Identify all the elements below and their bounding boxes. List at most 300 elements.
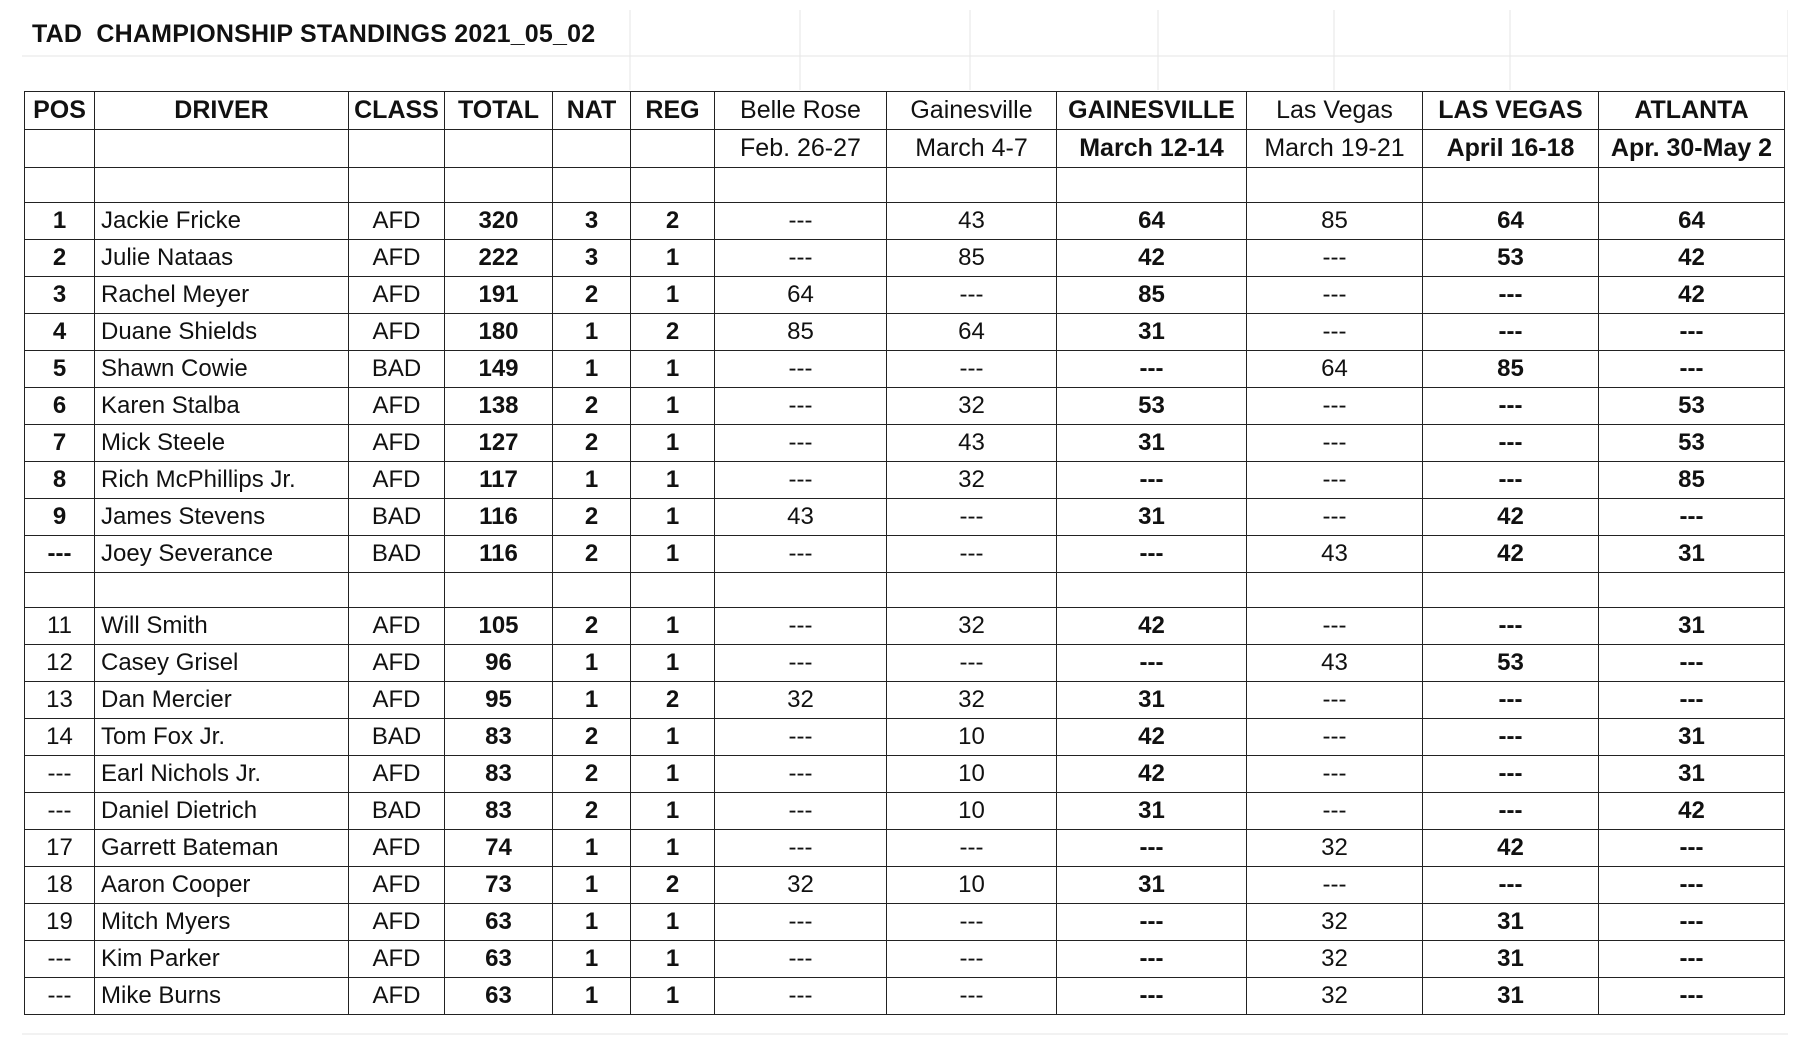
cell-points-event-5: 64 — [1423, 203, 1599, 240]
cell-points-event-1: --- — [715, 425, 887, 462]
cell-reg: 1 — [631, 793, 715, 830]
header-date-5: April 16-18 — [1423, 130, 1599, 168]
cell-points-event-3: --- — [1057, 830, 1247, 867]
cell-driver: Mitch Myers — [95, 904, 349, 941]
cell-reg: 1 — [631, 388, 715, 425]
blank-cell — [631, 168, 715, 203]
cell-pos: 18 — [25, 867, 95, 904]
blank-cell — [715, 168, 887, 203]
cell-points-event-2: 64 — [887, 314, 1057, 351]
cell-pos: --- — [25, 793, 95, 830]
table-row — [25, 682, 1785, 719]
cell-total: 320 — [445, 203, 553, 240]
cell-class: AFD — [349, 608, 445, 645]
cell-points-event-1: 32 — [715, 867, 887, 904]
cell-nat: 1 — [553, 830, 631, 867]
cell-points-event-2: --- — [887, 536, 1057, 573]
cell-driver: Casey Grisel — [95, 645, 349, 682]
cell-total: 73 — [445, 867, 553, 904]
cell-points-event-2: 32 — [887, 682, 1057, 719]
cell-class: AFD — [349, 756, 445, 793]
cell-points-event-3: 31 — [1057, 314, 1247, 351]
table-row — [25, 388, 1785, 425]
cell-points-event-1: --- — [715, 351, 887, 388]
header-date-2: March 4-7 — [887, 130, 1057, 168]
cell-class: AFD — [349, 277, 445, 314]
header-event-3: GAINESVILLE — [1057, 92, 1247, 130]
cell-pos: 11 — [25, 608, 95, 645]
cell-points-event-4: 32 — [1247, 978, 1423, 1015]
cell-reg: 1 — [631, 536, 715, 573]
cell-pos: 4 — [25, 314, 95, 351]
cell-pos: 9 — [25, 499, 95, 536]
cell-points-event-4: --- — [1247, 608, 1423, 645]
cell-driver: Mike Burns — [95, 978, 349, 1015]
cell-points-event-3: --- — [1057, 462, 1247, 499]
spacer-row — [25, 168, 1785, 203]
cell-points-event-3: 42 — [1057, 719, 1247, 756]
header-row-dates — [25, 130, 1785, 168]
cell-driver: Tom Fox Jr. — [95, 719, 349, 756]
cell-nat: 1 — [553, 682, 631, 719]
cell-total: 83 — [445, 793, 553, 830]
cell-points-event-1: 32 — [715, 682, 887, 719]
cell-points-event-4: --- — [1247, 867, 1423, 904]
cell-pos: --- — [25, 756, 95, 793]
cell-class: AFD — [349, 314, 445, 351]
blank-cell — [553, 573, 631, 608]
table-row — [25, 314, 1785, 351]
cell-points-event-2: 10 — [887, 756, 1057, 793]
cell-points-event-4: 64 — [1247, 351, 1423, 388]
cell-reg: 1 — [631, 608, 715, 645]
cell-points-event-3: 64 — [1057, 203, 1247, 240]
cell-points-event-4: 32 — [1247, 830, 1423, 867]
cell-points-event-2: --- — [887, 941, 1057, 978]
cell-nat: 2 — [553, 608, 631, 645]
cell-points-event-6: --- — [1599, 830, 1785, 867]
cell-class: BAD — [349, 719, 445, 756]
cell-points-event-3: --- — [1057, 351, 1247, 388]
header-event-4: Las Vegas — [1247, 92, 1423, 130]
blank-cell — [1423, 573, 1599, 608]
cell-reg: 1 — [631, 941, 715, 978]
cell-points-event-4: --- — [1247, 682, 1423, 719]
blank-cell — [349, 168, 445, 203]
cell-total: 83 — [445, 756, 553, 793]
blank-cell — [1599, 573, 1785, 608]
cell-points-event-5: --- — [1423, 388, 1599, 425]
cell-points-event-3: 42 — [1057, 756, 1247, 793]
header-date-1: Feb. 26-27 — [715, 130, 887, 168]
cell-points-event-3: 53 — [1057, 388, 1247, 425]
header-nat: NAT — [553, 92, 631, 130]
cell-points-event-3: --- — [1057, 904, 1247, 941]
cell-reg: 1 — [631, 756, 715, 793]
cell-points-event-5: --- — [1423, 756, 1599, 793]
cell-reg: 1 — [631, 904, 715, 941]
cell-points-event-1: --- — [715, 719, 887, 756]
cell-points-event-6: 85 — [1599, 462, 1785, 499]
cell-points-event-6: --- — [1599, 645, 1785, 682]
cell-reg: 1 — [631, 719, 715, 756]
cell-points-event-2: 32 — [887, 608, 1057, 645]
cell-points-event-5: --- — [1423, 719, 1599, 756]
cell-points-event-6: 31 — [1599, 756, 1785, 793]
table-row — [25, 719, 1785, 756]
cell-points-event-3: 31 — [1057, 499, 1247, 536]
cell-points-event-3: --- — [1057, 941, 1247, 978]
cell-nat: 2 — [553, 277, 631, 314]
cell-total: 116 — [445, 536, 553, 573]
cell-points-event-6: 31 — [1599, 719, 1785, 756]
cell-total: 116 — [445, 499, 553, 536]
cell-driver: Dan Mercier — [95, 682, 349, 719]
cell-points-event-1: --- — [715, 756, 887, 793]
cell-class: AFD — [349, 240, 445, 277]
table-row — [25, 830, 1785, 867]
cell-points-event-1: 85 — [715, 314, 887, 351]
cell-points-event-6: 31 — [1599, 536, 1785, 573]
cell-pos: 2 — [25, 240, 95, 277]
cell-points-event-6: --- — [1599, 904, 1785, 941]
header-pos: POS — [25, 92, 95, 130]
cell-total: 95 — [445, 682, 553, 719]
cell-pos: 8 — [25, 462, 95, 499]
cell-pos: 13 — [25, 682, 95, 719]
cell-points-event-3: 31 — [1057, 867, 1247, 904]
cell-points-event-2: --- — [887, 978, 1057, 1015]
cell-pos: 19 — [25, 904, 95, 941]
cell-points-event-1: --- — [715, 904, 887, 941]
cell-points-event-2: 85 — [887, 240, 1057, 277]
cell-points-event-5: 42 — [1423, 536, 1599, 573]
header-date-3: March 12-14 — [1057, 130, 1247, 168]
cell-total: 74 — [445, 830, 553, 867]
cell-points-event-6: 31 — [1599, 608, 1785, 645]
header-blank-cell — [349, 130, 445, 168]
header-blank-cell — [553, 130, 631, 168]
cell-class: AFD — [349, 867, 445, 904]
table-row — [25, 240, 1785, 277]
cell-points-event-6: 53 — [1599, 425, 1785, 462]
cell-nat: 1 — [553, 351, 631, 388]
cell-points-event-4: 32 — [1247, 904, 1423, 941]
cell-points-event-4: --- — [1247, 719, 1423, 756]
cell-reg: 1 — [631, 499, 715, 536]
cell-class: AFD — [349, 462, 445, 499]
cell-driver: Garrett Bateman — [95, 830, 349, 867]
cell-nat: 2 — [553, 536, 631, 573]
cell-points-event-4: --- — [1247, 756, 1423, 793]
table-row — [25, 499, 1785, 536]
cell-points-event-5: --- — [1423, 314, 1599, 351]
cell-points-event-6: --- — [1599, 867, 1785, 904]
cell-driver: Rachel Meyer — [95, 277, 349, 314]
cell-nat: 2 — [553, 388, 631, 425]
header-date-4: March 19-21 — [1247, 130, 1423, 168]
cell-driver: Duane Shields — [95, 314, 349, 351]
cell-points-event-2: --- — [887, 499, 1057, 536]
cell-points-event-2: 43 — [887, 425, 1057, 462]
cell-pos: 7 — [25, 425, 95, 462]
cell-points-event-1: --- — [715, 941, 887, 978]
blank-cell — [95, 573, 349, 608]
cell-class: AFD — [349, 645, 445, 682]
cell-points-event-5: 85 — [1423, 351, 1599, 388]
cell-pos: 6 — [25, 388, 95, 425]
table-row — [25, 462, 1785, 499]
cell-points-event-5: --- — [1423, 462, 1599, 499]
table-row — [25, 608, 1785, 645]
cell-driver: Karen Stalba — [95, 388, 349, 425]
cell-total: 117 — [445, 462, 553, 499]
cell-reg: 1 — [631, 830, 715, 867]
cell-reg: 1 — [631, 978, 715, 1015]
cell-points-event-6: --- — [1599, 978, 1785, 1015]
cell-points-event-3: 85 — [1057, 277, 1247, 314]
cell-nat: 2 — [553, 756, 631, 793]
cell-points-event-3: 31 — [1057, 425, 1247, 462]
header-date-6: Apr. 30-May 2 — [1599, 130, 1785, 168]
table-row — [25, 351, 1785, 388]
cell-pos: 14 — [25, 719, 95, 756]
cell-reg: 2 — [631, 682, 715, 719]
cell-total: 127 — [445, 425, 553, 462]
table-row — [25, 425, 1785, 462]
header-blank-cell — [95, 130, 349, 168]
cell-points-event-2: 32 — [887, 388, 1057, 425]
cell-total: 63 — [445, 941, 553, 978]
cell-points-event-2: --- — [887, 645, 1057, 682]
cell-class: AFD — [349, 425, 445, 462]
blank-cell — [445, 168, 553, 203]
cell-nat: 2 — [553, 793, 631, 830]
cell-reg: 2 — [631, 867, 715, 904]
cell-class: BAD — [349, 351, 445, 388]
cell-points-event-6: --- — [1599, 682, 1785, 719]
cell-points-event-2: --- — [887, 277, 1057, 314]
cell-points-event-4: --- — [1247, 388, 1423, 425]
blank-cell — [1247, 168, 1423, 203]
blank-cell — [95, 168, 349, 203]
cell-pos: 12 — [25, 645, 95, 682]
cell-pos: --- — [25, 941, 95, 978]
cell-nat: 1 — [553, 941, 631, 978]
cell-class: AFD — [349, 830, 445, 867]
cell-points-event-5: 42 — [1423, 499, 1599, 536]
cell-points-event-4: --- — [1247, 425, 1423, 462]
blank-cell — [1057, 168, 1247, 203]
cell-total: 222 — [445, 240, 553, 277]
cell-points-event-5: --- — [1423, 425, 1599, 462]
cell-driver: Mick Steele — [95, 425, 349, 462]
cell-points-event-6: 42 — [1599, 793, 1785, 830]
cell-driver: Daniel Dietrich — [95, 793, 349, 830]
cell-nat: 1 — [553, 978, 631, 1015]
blank-cell — [445, 573, 553, 608]
cell-pos: 3 — [25, 277, 95, 314]
cell-reg: 1 — [631, 277, 715, 314]
blank-cell — [887, 168, 1057, 203]
cell-points-event-5: --- — [1423, 793, 1599, 830]
standings-table — [24, 91, 1785, 1015]
cell-points-event-6: --- — [1599, 499, 1785, 536]
table-row — [25, 867, 1785, 904]
cell-pos: --- — [25, 978, 95, 1015]
cell-total: 63 — [445, 904, 553, 941]
cell-points-event-1: --- — [715, 388, 887, 425]
cell-total: 180 — [445, 314, 553, 351]
header-blank-cell — [25, 130, 95, 168]
cell-points-event-5: 42 — [1423, 830, 1599, 867]
header-reg: REG — [631, 92, 715, 130]
header-event-1: Belle Rose — [715, 92, 887, 130]
cell-points-event-2: --- — [887, 830, 1057, 867]
cell-total: 149 — [445, 351, 553, 388]
header-row-names — [25, 92, 1785, 130]
blank-cell — [1599, 168, 1785, 203]
cell-points-event-1: --- — [715, 978, 887, 1015]
cell-points-event-1: --- — [715, 240, 887, 277]
cell-points-event-6: 64 — [1599, 203, 1785, 240]
cell-points-event-1: --- — [715, 536, 887, 573]
page-title: TAD CHAMPIONSHIP STANDINGS 2021_05_02 — [32, 20, 596, 48]
cell-total: 63 — [445, 978, 553, 1015]
cell-points-event-4: 43 — [1247, 536, 1423, 573]
cell-class: BAD — [349, 793, 445, 830]
cell-nat: 2 — [553, 499, 631, 536]
blank-cell — [25, 573, 95, 608]
cell-nat: 3 — [553, 240, 631, 277]
cell-points-event-4: --- — [1247, 277, 1423, 314]
header-blank-cell — [445, 130, 553, 168]
cell-points-event-4: 43 — [1247, 645, 1423, 682]
cell-reg: 1 — [631, 351, 715, 388]
blank-cell — [553, 168, 631, 203]
cell-points-event-4: --- — [1247, 314, 1423, 351]
cell-points-event-5: 31 — [1423, 904, 1599, 941]
cell-points-event-5: --- — [1423, 867, 1599, 904]
cell-points-event-6: 42 — [1599, 277, 1785, 314]
cell-points-event-5: --- — [1423, 608, 1599, 645]
table-row — [25, 203, 1785, 240]
cell-points-event-4: --- — [1247, 793, 1423, 830]
cell-points-event-3: 31 — [1057, 682, 1247, 719]
cell-class: AFD — [349, 388, 445, 425]
cell-points-event-4: --- — [1247, 240, 1423, 277]
cell-points-event-5: --- — [1423, 277, 1599, 314]
cell-driver: Kim Parker — [95, 941, 349, 978]
cell-points-event-6: --- — [1599, 941, 1785, 978]
cell-points-event-1: --- — [715, 793, 887, 830]
cell-class: AFD — [349, 941, 445, 978]
cell-nat: 1 — [553, 867, 631, 904]
cell-points-event-6: --- — [1599, 314, 1785, 351]
cell-points-event-4: 32 — [1247, 941, 1423, 978]
cell-reg: 2 — [631, 314, 715, 351]
blank-cell — [1423, 168, 1599, 203]
cell-points-event-2: 32 — [887, 462, 1057, 499]
cell-pos: 1 — [25, 203, 95, 240]
cell-nat: 1 — [553, 462, 631, 499]
table-row — [25, 756, 1785, 793]
cell-total: 138 — [445, 388, 553, 425]
header-total: TOTAL — [445, 92, 553, 130]
cell-nat: 1 — [553, 314, 631, 351]
cell-driver: Shawn Cowie — [95, 351, 349, 388]
blank-cell — [349, 573, 445, 608]
cell-driver: Jackie Fricke — [95, 203, 349, 240]
cell-points-event-5: 53 — [1423, 645, 1599, 682]
cell-points-event-2: 10 — [887, 793, 1057, 830]
cell-reg: 1 — [631, 462, 715, 499]
cell-points-event-2: 43 — [887, 203, 1057, 240]
cell-total: 96 — [445, 645, 553, 682]
cell-points-event-1: --- — [715, 608, 887, 645]
cell-pos: 17 — [25, 830, 95, 867]
cell-nat: 1 — [553, 645, 631, 682]
cell-driver: James Stevens — [95, 499, 349, 536]
cell-class: AFD — [349, 904, 445, 941]
cell-driver: Rich McPhillips Jr. — [95, 462, 349, 499]
cell-class: AFD — [349, 682, 445, 719]
header-event-5: LAS VEGAS — [1423, 92, 1599, 130]
cell-total: 105 — [445, 608, 553, 645]
cell-class: BAD — [349, 499, 445, 536]
cell-points-event-2: 10 — [887, 867, 1057, 904]
cell-points-event-4: 85 — [1247, 203, 1423, 240]
cell-points-event-1: 43 — [715, 499, 887, 536]
cell-points-event-3: 42 — [1057, 240, 1247, 277]
table-row — [25, 978, 1785, 1015]
cell-points-event-1: --- — [715, 462, 887, 499]
cell-driver: Joey Severance — [95, 536, 349, 573]
cell-class: BAD — [349, 536, 445, 573]
cell-points-event-4: --- — [1247, 499, 1423, 536]
cell-points-event-2: --- — [887, 904, 1057, 941]
header-blank-cell — [631, 130, 715, 168]
spacer-row — [25, 573, 1785, 608]
cell-points-event-3: --- — [1057, 536, 1247, 573]
blank-cell — [1247, 573, 1423, 608]
cell-points-event-6: 42 — [1599, 240, 1785, 277]
header-event-2: Gainesville — [887, 92, 1057, 130]
cell-points-event-5: 31 — [1423, 941, 1599, 978]
cell-points-event-1: --- — [715, 203, 887, 240]
cell-points-event-6: 53 — [1599, 388, 1785, 425]
cell-class: AFD — [349, 203, 445, 240]
table-row — [25, 941, 1785, 978]
header-driver: DRIVER — [95, 92, 349, 130]
cell-points-event-1: --- — [715, 645, 887, 682]
blank-cell — [887, 573, 1057, 608]
cell-reg: 1 — [631, 645, 715, 682]
header-event-6: ATLANTA — [1599, 92, 1785, 130]
cell-points-event-5: 31 — [1423, 978, 1599, 1015]
cell-points-event-1: --- — [715, 830, 887, 867]
cell-pos: --- — [25, 536, 95, 573]
header-class: CLASS — [349, 92, 445, 130]
table-row — [25, 904, 1785, 941]
cell-points-event-2: --- — [887, 351, 1057, 388]
cell-points-event-3: 42 — [1057, 608, 1247, 645]
cell-points-event-5: --- — [1423, 682, 1599, 719]
table-row — [25, 536, 1785, 573]
cell-points-event-5: 53 — [1423, 240, 1599, 277]
cell-points-event-1: 64 — [715, 277, 887, 314]
cell-points-event-3: --- — [1057, 645, 1247, 682]
